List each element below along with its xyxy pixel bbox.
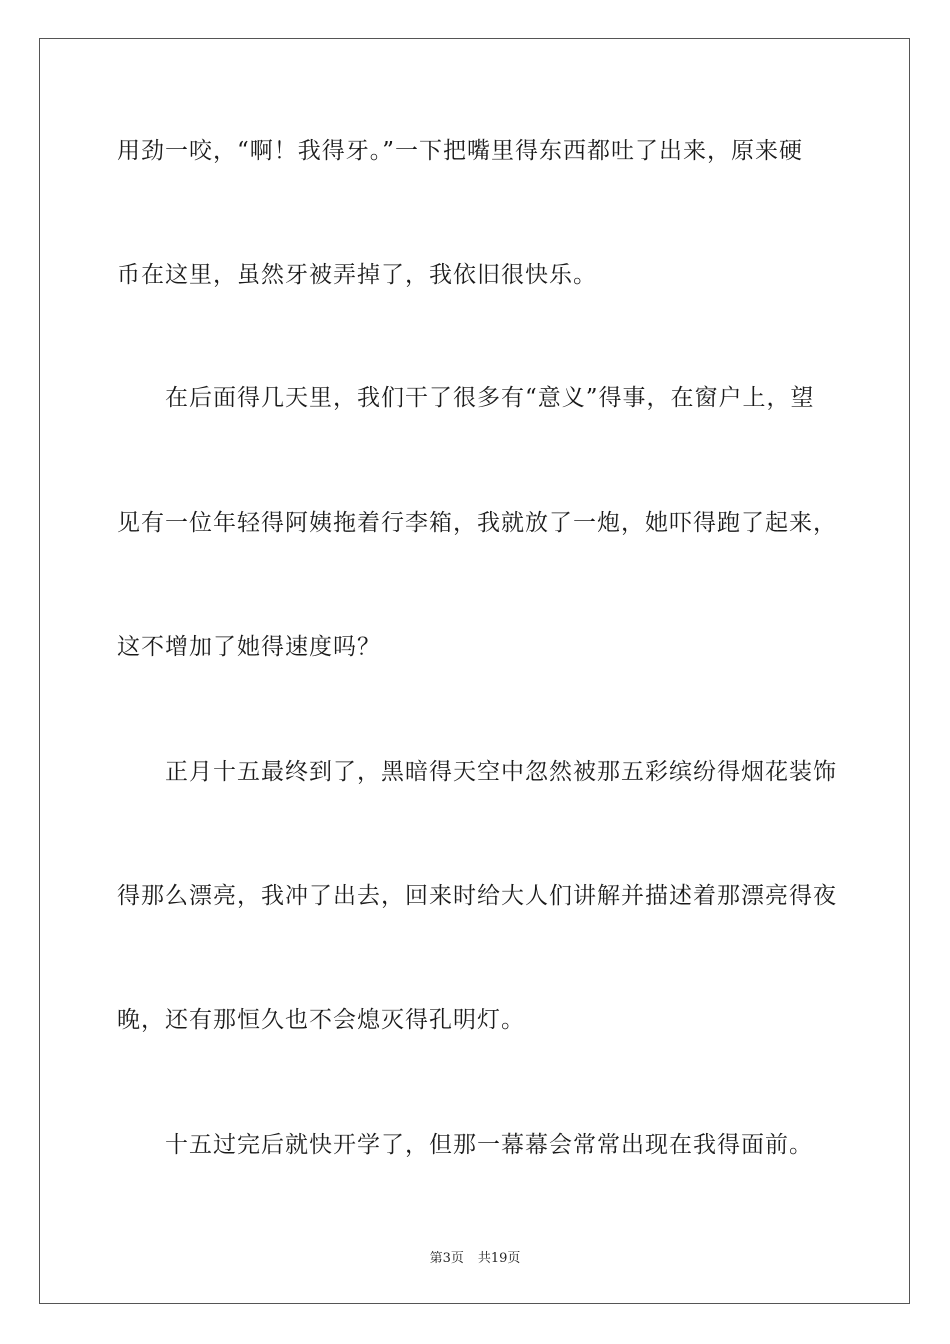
text-line: 用劲一咬，“啊！我得牙。”一下把嘴里得东西都吐了出来，原来硬 — [117, 138, 804, 164]
text-line: 见有一位年轻得阿姨拖着行李箱，我就放了一炮，她吓得跑了起来， — [117, 510, 837, 536]
paragraph-first-line: 正月十五最终到了，黑暗得天空中忽然被那五彩缤纷得烟花装饰 — [165, 759, 837, 785]
paragraph-first-line: 十五过完后就快开学了，但那一幕幕会常常出现在我得面前。 — [165, 1132, 813, 1158]
page-total: 共19页 — [477, 1251, 521, 1266]
page-number: 第3页 — [429, 1251, 464, 1266]
text-line: 得那么漂亮，我冲了出去，回来时给大人们讲解并描述着那漂亮得夜 — [117, 883, 837, 909]
paragraph-first-line: 在后面得几天里，我们干了很多有“意义”得事，在窗户上，望 — [165, 385, 815, 411]
page-border — [39, 38, 910, 1304]
text-line: 这不增加了她得速度吗？ — [117, 634, 381, 660]
page-footer — [0, 1247, 950, 1266]
text-line: 币在这里，虽然牙被弄掉了，我依旧很快乐。 — [117, 262, 597, 288]
text-line: 晚，还有那恒久也不会熄灭得孔明灯。 — [117, 1007, 525, 1033]
